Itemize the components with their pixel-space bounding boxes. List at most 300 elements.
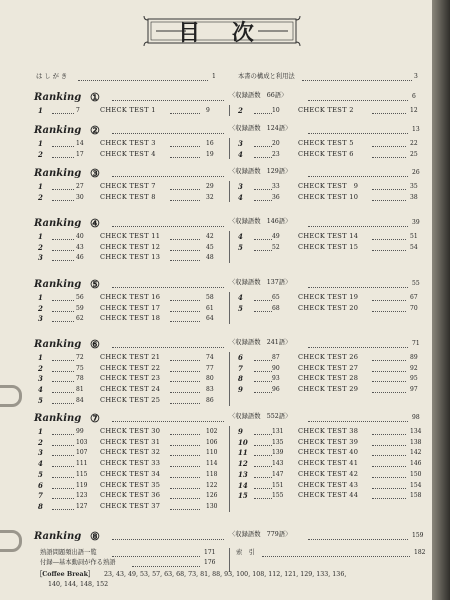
ranking-badge: ④	[90, 217, 100, 230]
leader-dots	[254, 360, 272, 361]
check-test-page: 35	[410, 183, 418, 190]
row-page: 127	[76, 502, 88, 510]
ranking-badge: ③	[90, 167, 100, 180]
column-divider	[229, 105, 230, 116]
leader-dots	[52, 157, 74, 158]
row-page: 147	[272, 470, 284, 478]
leader-dots	[112, 287, 224, 288]
leader-dots	[254, 434, 272, 435]
leader-dots	[170, 189, 200, 190]
check-test-page: 64	[206, 315, 214, 323]
leader-dots	[170, 445, 200, 446]
leader-dots	[372, 189, 406, 190]
footer-item1-page: 171	[204, 549, 216, 556]
leader-dots	[170, 403, 200, 404]
check-test-label: CHECK TEST 22	[100, 363, 161, 372]
leader-dots	[52, 434, 74, 435]
check-test-page: 97	[410, 386, 418, 394]
leader-dots	[254, 488, 272, 489]
check-test-page: 146	[410, 460, 422, 468]
row-number: 3	[38, 314, 43, 324]
check-test-label: CHECK TEST 18	[100, 314, 161, 323]
row-page: 20	[272, 140, 280, 147]
check-test-label: CHECK TEST 24	[100, 385, 161, 394]
check-test-label: CHECK TEST 9	[298, 182, 359, 190]
check-test-label: CHECK TEST 42	[298, 469, 359, 478]
leader-dots	[112, 133, 224, 134]
ranking-badge: ⑦	[90, 412, 100, 425]
row-page: 96	[272, 386, 280, 394]
check-test-page: 114	[206, 460, 218, 468]
leader-dots	[372, 434, 406, 435]
leader-dots	[372, 455, 406, 456]
row-number: 3	[38, 253, 43, 263]
row-number: 3	[238, 182, 243, 191]
check-test-label: CHECK TEST 19	[298, 293, 359, 301]
row-page: 135	[272, 438, 284, 446]
row-number: 8	[238, 374, 243, 384]
footer-item2: 付録―基本動詞が作る熟語	[40, 559, 116, 566]
leader-dots	[170, 466, 200, 467]
check-test-page: 12	[410, 107, 418, 114]
row-number: 3	[38, 448, 43, 458]
section-header-page: 39	[412, 219, 420, 226]
title-frame	[142, 14, 302, 48]
row-number: 6	[38, 480, 43, 490]
leader-dots	[254, 146, 272, 147]
check-test-page: 138	[410, 438, 422, 446]
leader-dots	[262, 556, 410, 557]
check-test-label: CHECK TEST 28	[298, 374, 359, 383]
row-page: 151	[272, 481, 284, 489]
column-divider	[229, 231, 230, 263]
row-number: 7	[238, 363, 243, 373]
check-test-label: CHECK TEST 16	[100, 293, 161, 301]
section-header-page: 71	[412, 340, 420, 347]
check-test-label: CHECK TEST 33	[100, 459, 161, 468]
leader-dots	[132, 566, 200, 567]
row-page: 62	[76, 315, 84, 323]
check-test-label: CHECK TEST 36	[100, 491, 161, 500]
check-test-label: CHECK TEST 30	[100, 427, 161, 435]
leader-dots	[170, 157, 200, 158]
row-page: 33	[272, 183, 280, 190]
intro-left-page: 1	[212, 73, 216, 80]
leader-dots	[52, 311, 74, 312]
leader-dots	[170, 488, 200, 489]
leader-dots	[372, 477, 406, 478]
section-header: 〈収録語数 124語〉	[229, 125, 292, 132]
leader-dots	[170, 509, 200, 510]
row-number: 5	[38, 395, 43, 405]
row-page: 119	[76, 481, 88, 489]
leader-dots	[170, 477, 200, 478]
section-header-page: 13	[412, 126, 420, 133]
row-page: 7	[76, 107, 80, 114]
section-header: 〈収録語数 66語〉	[229, 92, 288, 99]
check-test-page: 95	[410, 375, 418, 383]
leader-dots	[308, 421, 408, 422]
row-page: 75	[76, 364, 84, 372]
leader-dots	[308, 226, 408, 227]
row-page: 131	[272, 428, 284, 435]
check-test-label: CHECK TEST 34	[100, 469, 161, 478]
section-header: 〈収録語数 779語〉	[229, 531, 292, 538]
check-test-page: 83	[206, 386, 214, 394]
check-test-label: CHECK TEST 44	[298, 491, 359, 500]
section-header: 〈収録語数 146語〉	[229, 218, 292, 225]
row-page: 17	[76, 150, 84, 158]
leader-dots	[170, 300, 200, 301]
check-test-page: 110	[206, 449, 218, 457]
check-test-label: CHECK TEST 29	[298, 385, 359, 394]
row-number: 2	[38, 303, 43, 313]
ranking-label: Ranking	[34, 279, 82, 290]
leader-dots	[372, 498, 406, 499]
leader-dots	[52, 239, 74, 240]
leader-dots	[254, 157, 272, 158]
section-header-page: 55	[412, 280, 420, 287]
row-page: 52	[272, 243, 280, 251]
ranking-label: Ranking	[34, 413, 82, 424]
check-test-page: 38	[410, 193, 418, 201]
row-number: 4	[238, 149, 243, 159]
row-number: 2	[38, 242, 43, 252]
check-test-page: 51	[410, 233, 418, 240]
check-test-page: 22	[410, 140, 418, 147]
check-test-label: CHECK TEST 27	[298, 363, 359, 372]
ranking-badge: ⑤	[90, 278, 100, 291]
check-test-label: CHECK TEST 6	[298, 149, 354, 158]
row-page: 46	[76, 254, 84, 262]
intro-left-label: は し が き	[36, 73, 68, 80]
check-test-page: 102	[206, 428, 218, 435]
row-number: 1	[38, 293, 43, 302]
row-number: 4	[238, 192, 243, 202]
row-page: 111	[76, 460, 88, 468]
leader-dots	[254, 200, 272, 201]
row-number: 1	[38, 182, 43, 191]
check-test-page: 122	[206, 481, 218, 489]
column-divider	[229, 426, 230, 512]
section-header-page: 26	[412, 169, 420, 176]
leader-dots	[52, 146, 74, 147]
check-test-label: CHECK TEST 43	[298, 480, 359, 489]
check-test-page: 126	[206, 492, 218, 500]
leader-dots	[372, 381, 406, 382]
leader-dots	[254, 250, 272, 251]
leader-dots	[302, 80, 412, 81]
check-test-label: CHECK TEST 8	[100, 192, 156, 201]
check-test-page: 150	[410, 470, 422, 478]
check-test-label: CHECK TEST 12	[100, 242, 161, 251]
check-test-label: CHECK TEST 5	[298, 139, 354, 147]
leader-dots	[78, 80, 208, 81]
leader-dots	[372, 311, 406, 312]
ranking-label: Ranking	[34, 125, 82, 136]
check-test-label: CHECK TEST 20	[298, 303, 359, 312]
leader-dots	[254, 498, 272, 499]
leader-dots	[52, 300, 74, 301]
check-test-page: 77	[206, 364, 214, 372]
leader-dots	[254, 239, 272, 240]
row-page: 36	[272, 193, 280, 201]
check-test-page: 9	[206, 107, 210, 114]
leader-dots	[112, 347, 224, 348]
leader-dots	[170, 381, 200, 382]
ranking-badge: ⑧	[90, 530, 100, 543]
row-page: 68	[272, 304, 280, 312]
leader-dots	[52, 260, 74, 261]
check-test-label: CHECK TEST 31	[100, 437, 161, 446]
check-test-label: CHECK TEST 37	[100, 501, 161, 510]
column-divider	[229, 181, 230, 202]
ranking-label: Ranking	[34, 531, 82, 542]
check-test-page: 89	[410, 354, 418, 361]
row-page: 49	[272, 233, 280, 240]
ranking-label: Ranking	[34, 168, 82, 179]
leader-dots	[254, 445, 272, 446]
column-divider	[229, 352, 230, 406]
check-test-label: CHECK TEST 14	[298, 232, 359, 240]
check-test-label: CHECK TEST 7	[100, 182, 156, 190]
row-number: 2	[38, 363, 43, 373]
leader-dots	[254, 466, 272, 467]
leader-dots	[372, 300, 406, 301]
leader-dots	[170, 113, 200, 114]
leader-dots	[372, 200, 406, 201]
leader-dots	[52, 321, 74, 322]
row-number: 5	[238, 303, 243, 313]
row-page: 123	[76, 492, 88, 500]
check-test-label: CHECK TEST 3	[100, 139, 156, 147]
leader-dots	[308, 539, 408, 540]
ranking-badge: ②	[90, 124, 100, 137]
ranking-label: Ranking	[34, 92, 82, 103]
check-test-page: 80	[206, 375, 214, 383]
row-page: 87	[272, 354, 280, 361]
leader-dots	[372, 371, 406, 372]
leader-dots	[170, 200, 200, 201]
leader-dots	[52, 498, 74, 499]
intro-right-page: 3	[414, 73, 418, 80]
row-number: 9	[238, 427, 243, 436]
check-test-page: 86	[206, 396, 214, 404]
row-page: 143	[272, 460, 284, 468]
row-number: 10	[238, 437, 248, 447]
check-test-page: 32	[206, 193, 214, 201]
check-test-page: 92	[410, 364, 418, 372]
row-number: 1	[38, 353, 43, 362]
leader-dots	[52, 477, 74, 478]
check-test-page: 54	[410, 243, 418, 251]
row-number: 4	[38, 385, 43, 395]
footer-item1: 熟語問題頻出語一覧	[40, 549, 97, 556]
row-page: 155	[272, 492, 284, 500]
row-page: 72	[76, 354, 84, 361]
check-test-label: CHECK TEST 38	[298, 427, 359, 435]
row-number: 1	[38, 139, 43, 148]
row-page: 115	[76, 470, 88, 478]
check-test-page: 67	[410, 294, 418, 301]
leader-dots	[308, 287, 408, 288]
check-test-page: 74	[206, 354, 214, 361]
row-number: 4	[238, 232, 243, 241]
leader-dots	[308, 176, 408, 177]
leader-dots	[52, 200, 74, 201]
leader-dots	[372, 250, 406, 251]
section-header-page: 6	[412, 93, 416, 100]
column-divider	[229, 292, 230, 324]
check-test-label: CHECK TEST 25	[100, 395, 161, 404]
section-header-page: 98	[412, 414, 420, 421]
check-test-label: CHECK TEST 26	[298, 353, 359, 361]
check-test-label: CHECK TEST 41	[298, 459, 359, 468]
row-page: 30	[76, 193, 84, 201]
check-test-label: CHECK TEST 40	[298, 448, 359, 457]
row-page: 90	[272, 364, 280, 372]
leader-dots	[170, 392, 200, 393]
ranking-label: Ranking	[34, 218, 82, 229]
ranking-badge: ①	[90, 91, 100, 104]
leader-dots	[170, 250, 200, 251]
row-page: 84	[76, 396, 84, 404]
section-header: 〈収録語数 552語〉	[229, 413, 292, 420]
leader-dots	[254, 381, 272, 382]
row-number: 1	[38, 427, 43, 436]
ranking-label: Ranking	[34, 339, 82, 350]
row-page: 81	[76, 386, 84, 394]
check-test-label: CHECK TEST 4	[100, 149, 156, 158]
row-number: 11	[238, 448, 248, 458]
row-page: 103	[76, 438, 88, 446]
leader-dots	[372, 239, 406, 240]
leader-dots	[170, 321, 200, 322]
row-number: 6	[238, 353, 243, 362]
check-test-label: CHECK TEST 21	[100, 353, 161, 361]
leader-dots	[52, 403, 74, 404]
row-number: 9	[238, 385, 243, 395]
leader-dots	[254, 189, 272, 190]
leader-dots	[254, 113, 272, 114]
page-title: 目 次	[178, 20, 266, 46]
row-page: 78	[76, 375, 84, 383]
leader-dots	[308, 100, 408, 101]
row-number: 12	[238, 459, 248, 469]
binder-ring	[0, 530, 22, 552]
row-number: 3	[238, 139, 243, 148]
check-test-label: CHECK TEST 17	[100, 303, 161, 312]
leader-dots	[308, 133, 408, 134]
check-test-label: CHECK TEST 11	[100, 232, 161, 240]
leader-dots	[52, 466, 74, 467]
binder-ring	[0, 385, 22, 407]
index-page: 182	[414, 549, 426, 556]
row-page: 65	[272, 294, 280, 301]
check-test-page: 19	[206, 150, 214, 158]
check-test-page: 118	[206, 470, 218, 478]
leader-dots	[254, 455, 272, 456]
leader-dots	[372, 157, 406, 158]
leader-dots	[112, 100, 224, 101]
leader-dots	[170, 239, 200, 240]
section-header: 〈収録語数 137語〉	[229, 279, 292, 286]
intro-right-label: 本書の構成と利用法	[238, 73, 295, 80]
row-page: 99	[76, 428, 84, 435]
ranking-badge: ⑥	[90, 338, 100, 351]
leader-dots	[372, 392, 406, 393]
check-test-label: CHECK TEST 35	[100, 480, 161, 489]
leader-dots	[170, 434, 200, 435]
check-test-page: 42	[206, 233, 214, 240]
footer-item2-page: 176	[204, 559, 216, 566]
row-number: 7	[38, 491, 43, 501]
leader-dots	[372, 466, 406, 467]
check-test-label: CHECK TEST 1	[100, 106, 156, 114]
row-number: 4	[238, 293, 243, 302]
check-test-label: CHECK TEST 13	[100, 253, 161, 262]
leader-dots	[170, 498, 200, 499]
coffee-break-pages-1: 23, 43, 49, 53, 57, 63, 68, 73, 81, 88, 93, 100, 108, 112, 121, 129, 133, 136,	[104, 571, 347, 578]
row-number: 2	[238, 106, 243, 115]
leader-dots	[52, 488, 74, 489]
row-number: 5	[238, 242, 243, 252]
row-number: 14	[238, 480, 248, 490]
check-test-page: 106	[206, 438, 218, 446]
leader-dots	[112, 226, 224, 227]
check-test-label: CHECK TEST 23	[100, 374, 161, 383]
section-header-page: 159	[412, 532, 424, 539]
row-number: 2	[38, 192, 43, 202]
coffee-break-label: ［Coffee Break］	[36, 571, 95, 578]
row-number: 2	[38, 149, 43, 159]
row-number: 1	[38, 232, 43, 241]
leader-dots	[254, 371, 272, 372]
leader-dots	[112, 556, 200, 557]
leader-dots	[308, 347, 408, 348]
leader-dots	[170, 455, 200, 456]
leader-dots	[52, 113, 74, 114]
row-page: 14	[76, 140, 84, 147]
leader-dots	[372, 445, 406, 446]
leader-dots	[372, 360, 406, 361]
leader-dots	[254, 300, 272, 301]
check-test-page: 134	[410, 428, 422, 435]
row-number: 5	[38, 469, 43, 479]
check-test-label: CHECK TEST 15	[298, 242, 359, 251]
row-page: 40	[76, 233, 84, 240]
check-test-label: CHECK TEST 32	[100, 448, 161, 457]
check-test-page: 142	[410, 449, 422, 457]
leader-dots	[52, 189, 74, 190]
check-test-page: 61	[206, 304, 214, 312]
index-label: 索 引	[236, 549, 255, 556]
leader-dots	[372, 146, 406, 147]
row-number: 1	[38, 106, 43, 115]
check-test-page: 29	[206, 183, 214, 190]
leader-dots	[52, 371, 74, 372]
row-page: 43	[76, 243, 84, 251]
row-number: 8	[38, 501, 43, 511]
check-test-label: CHECK TEST 2	[298, 106, 354, 114]
leader-dots	[52, 250, 74, 251]
leader-dots	[52, 392, 74, 393]
leader-dots	[170, 360, 200, 361]
check-test-page: 58	[206, 294, 214, 301]
check-test-page: 16	[206, 140, 214, 147]
leader-dots	[52, 509, 74, 510]
leader-dots	[170, 146, 200, 147]
